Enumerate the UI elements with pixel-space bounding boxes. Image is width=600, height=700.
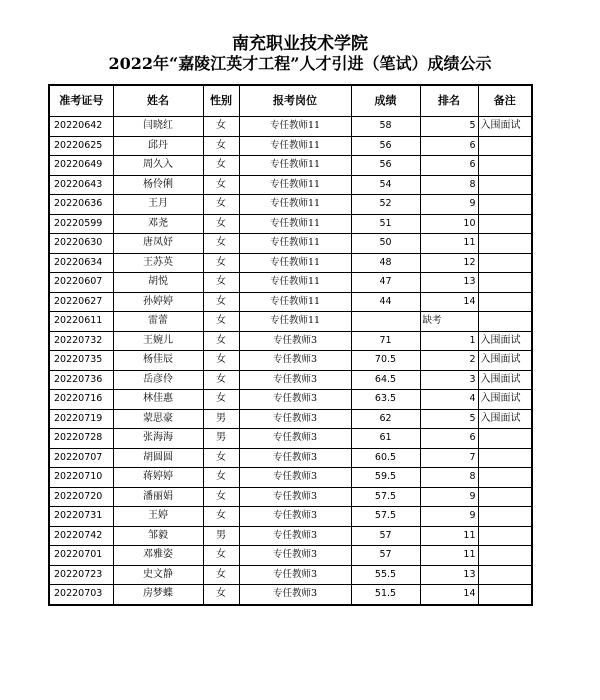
cell-post: 专任教师11 <box>239 117 351 137</box>
table-row <box>49 429 532 449</box>
cell-score: 44 <box>351 292 420 312</box>
cell-gender: 女 <box>203 175 239 195</box>
cell-gender: 女 <box>203 273 239 293</box>
cell-gender: 女 <box>203 214 239 234</box>
cell-gender: 男 <box>203 526 239 546</box>
cell-post: 专任教师11 <box>239 273 351 293</box>
cell-rank: 11 <box>420 546 478 566</box>
cell-post: 专任教师3 <box>239 351 351 371</box>
table-row <box>49 234 532 254</box>
cell-rank: 5 <box>420 117 478 137</box>
table-row <box>49 175 532 195</box>
table-row <box>49 370 532 390</box>
table-row <box>49 468 532 488</box>
cell-exam-id: 20220599 <box>49 214 113 234</box>
cell-exam-id: 20220643 <box>49 175 113 195</box>
cell-score <box>351 312 420 332</box>
cell-score: 64.5 <box>351 370 420 390</box>
cell-exam-id: 20220736 <box>49 370 113 390</box>
cell-score: 61 <box>351 429 420 449</box>
cell-note <box>478 175 532 195</box>
cell-score: 70.5 <box>351 351 420 371</box>
cell-rank: 6 <box>420 136 478 156</box>
cell-post: 专任教师3 <box>239 585 351 605</box>
cell-gender: 男 <box>203 429 239 449</box>
table-row <box>49 156 532 176</box>
cell-name: 邓雅姿 <box>113 546 203 566</box>
cell-name: 邱丹 <box>113 136 203 156</box>
cell-rank: 13 <box>420 273 478 293</box>
cell-name: 邹毅 <box>113 526 203 546</box>
cell-name: 唐凤妤 <box>113 234 203 254</box>
cell-score: 57.5 <box>351 487 420 507</box>
table-row <box>49 195 532 215</box>
cell-post: 专任教师11 <box>239 234 351 254</box>
cell-name: 胡悦 <box>113 273 203 293</box>
cell-exam-id: 20220720 <box>49 487 113 507</box>
cell-note: 入围面试 <box>478 390 532 410</box>
cell-score: 52 <box>351 195 420 215</box>
cell-gender: 女 <box>203 331 239 351</box>
cell-score: 63.5 <box>351 390 420 410</box>
col-header-post: 报考岗位 <box>239 85 351 117</box>
cell-score: 62 <box>351 409 420 429</box>
cell-post: 专任教师11 <box>239 292 351 312</box>
cell-post: 专任教师3 <box>239 546 351 566</box>
cell-score: 55.5 <box>351 565 420 585</box>
cell-post: 专任教师3 <box>239 526 351 546</box>
cell-gender: 女 <box>203 448 239 468</box>
cell-post: 专任教师3 <box>239 468 351 488</box>
table-row <box>49 585 532 605</box>
table-row <box>49 312 532 332</box>
cell-exam-id: 20220707 <box>49 448 113 468</box>
cell-name: 邓尧 <box>113 214 203 234</box>
cell-score: 71 <box>351 331 420 351</box>
cell-score: 56 <box>351 136 420 156</box>
cell-note <box>478 195 532 215</box>
cell-exam-id: 20220719 <box>49 409 113 429</box>
table-row <box>49 117 532 137</box>
cell-post: 专任教师11 <box>239 253 351 273</box>
cell-note <box>478 546 532 566</box>
cell-note <box>478 214 532 234</box>
cell-post: 专任教师3 <box>239 507 351 527</box>
cell-post: 专任教师3 <box>239 409 351 429</box>
table-row <box>49 409 532 429</box>
cell-post: 专任教师3 <box>239 565 351 585</box>
cell-rank: 11 <box>420 526 478 546</box>
cell-name: 雷蕾 <box>113 312 203 332</box>
cell-gender: 女 <box>203 585 239 605</box>
cell-exam-id: 20220728 <box>49 429 113 449</box>
cell-post: 专任教师3 <box>239 487 351 507</box>
table-row <box>49 507 532 527</box>
cell-note <box>478 292 532 312</box>
cell-note <box>478 156 532 176</box>
cell-note <box>478 585 532 605</box>
table-row <box>49 292 532 312</box>
cell-score: 56 <box>351 156 420 176</box>
cell-note: 入围面试 <box>478 370 532 390</box>
cell-post: 专任教师11 <box>239 312 351 332</box>
cell-post: 专任教师3 <box>239 331 351 351</box>
cell-note <box>478 253 532 273</box>
cell-exam-id: 20220636 <box>49 195 113 215</box>
cell-rank: 1 <box>420 331 478 351</box>
cell-rank: 6 <box>420 429 478 449</box>
cell-exam-id: 20220649 <box>49 156 113 176</box>
cell-gender: 女 <box>203 468 239 488</box>
cell-exam-id: 20220630 <box>49 234 113 254</box>
cell-score: 47 <box>351 273 420 293</box>
cell-gender: 女 <box>203 117 239 137</box>
cell-gender: 女 <box>203 390 239 410</box>
cell-exam-id: 20220732 <box>49 331 113 351</box>
cell-gender: 女 <box>203 487 239 507</box>
cell-post: 专任教师11 <box>239 195 351 215</box>
cell-rank: 10 <box>420 214 478 234</box>
cell-exam-id: 20220627 <box>49 292 113 312</box>
cell-name: 孙婷婷 <box>113 292 203 312</box>
cell-rank: 14 <box>420 585 478 605</box>
col-header-id: 准考证号 <box>49 85 113 117</box>
cell-note <box>478 429 532 449</box>
cell-post: 专任教师11 <box>239 136 351 156</box>
cell-rank: 6 <box>420 156 478 176</box>
cell-name: 王苏英 <box>113 253 203 273</box>
table-row <box>49 390 532 410</box>
cell-exam-id: 20220735 <box>49 351 113 371</box>
cell-note <box>478 507 532 527</box>
score-table <box>48 84 533 606</box>
cell-gender: 男 <box>203 409 239 429</box>
cell-post: 专任教师11 <box>239 156 351 176</box>
cell-rank: 8 <box>420 468 478 488</box>
col-header-note: 备注 <box>478 85 532 117</box>
cell-exam-id: 20220611 <box>49 312 113 332</box>
cell-exam-id: 20220703 <box>49 585 113 605</box>
table-row <box>49 273 532 293</box>
cell-post: 专任教师3 <box>239 390 351 410</box>
cell-exam-id: 20220731 <box>49 507 113 527</box>
cell-exam-id: 20220742 <box>49 526 113 546</box>
cell-rank: 缺考 <box>420 312 478 332</box>
cell-score: 51 <box>351 214 420 234</box>
cell-name: 王月 <box>113 195 203 215</box>
cell-rank: 12 <box>420 253 478 273</box>
cell-name: 岳彦伶 <box>113 370 203 390</box>
cell-name: 闫晓红 <box>113 117 203 137</box>
cell-rank: 4 <box>420 390 478 410</box>
cell-rank: 2 <box>420 351 478 371</box>
table-row <box>49 448 532 468</box>
cell-note: 入围面试 <box>478 409 532 429</box>
cell-rank: 13 <box>420 565 478 585</box>
cell-exam-id: 20220716 <box>49 390 113 410</box>
table-row <box>49 565 532 585</box>
cell-exam-id: 20220642 <box>49 117 113 137</box>
cell-score: 58 <box>351 117 420 137</box>
cell-score: 57.5 <box>351 507 420 527</box>
cell-rank: 14 <box>420 292 478 312</box>
cell-exam-id: 20220710 <box>49 468 113 488</box>
cell-gender: 女 <box>203 370 239 390</box>
cell-note <box>478 487 532 507</box>
cell-gender: 女 <box>203 156 239 176</box>
table-row <box>49 351 532 371</box>
cell-note <box>478 526 532 546</box>
cell-score: 50 <box>351 234 420 254</box>
cell-post: 专任教师3 <box>239 448 351 468</box>
table-row <box>49 136 532 156</box>
cell-name: 蒙思豪 <box>113 409 203 429</box>
cell-name: 杨佳辰 <box>113 351 203 371</box>
page-title: 2022年“嘉陵江英才工程”人才引进（笔试）成绩公示 <box>108 54 492 73</box>
header-row <box>49 85 532 117</box>
cell-rank: 9 <box>420 487 478 507</box>
cell-exam-id: 20220634 <box>49 253 113 273</box>
cell-name: 蒋婷婷 <box>113 468 203 488</box>
table-row <box>49 331 532 351</box>
cell-exam-id: 20220723 <box>49 565 113 585</box>
cell-exam-id: 20220607 <box>49 273 113 293</box>
cell-rank: 9 <box>420 507 478 527</box>
col-header-score: 成绩 <box>351 85 420 117</box>
cell-rank: 8 <box>420 175 478 195</box>
cell-post: 专任教师3 <box>239 429 351 449</box>
table-row <box>49 487 532 507</box>
cell-note: 入围面试 <box>478 117 532 137</box>
cell-gender: 女 <box>203 136 239 156</box>
cell-name: 杨伶俐 <box>113 175 203 195</box>
cell-note <box>478 136 532 156</box>
cell-note <box>478 273 532 293</box>
cell-score: 51.5 <box>351 585 420 605</box>
cell-rank: 9 <box>420 195 478 215</box>
cell-score: 59.5 <box>351 468 420 488</box>
cell-score: 57 <box>351 526 420 546</box>
cell-gender: 女 <box>203 253 239 273</box>
cell-name: 王婷 <box>113 507 203 527</box>
cell-rank: 7 <box>420 448 478 468</box>
cell-gender: 女 <box>203 546 239 566</box>
col-header-rank: 排名 <box>420 85 478 117</box>
cell-gender: 女 <box>203 507 239 527</box>
col-header-gender: 性别 <box>203 85 239 117</box>
cell-gender: 女 <box>203 292 239 312</box>
cell-name: 林佳惠 <box>113 390 203 410</box>
cell-post: 专任教师11 <box>239 175 351 195</box>
cell-gender: 女 <box>203 312 239 332</box>
cell-name: 潘丽娟 <box>113 487 203 507</box>
cell-name: 周久入 <box>113 156 203 176</box>
cell-note <box>478 312 532 332</box>
cell-name: 房梦蝶 <box>113 585 203 605</box>
cell-name: 张海海 <box>113 429 203 449</box>
cell-score: 60.5 <box>351 448 420 468</box>
school-title: 南充职业技术学院 <box>232 34 368 54</box>
cell-post: 专任教师11 <box>239 214 351 234</box>
cell-note <box>478 448 532 468</box>
cell-note <box>478 565 532 585</box>
table-row <box>49 546 532 566</box>
cell-note: 入围面试 <box>478 351 532 371</box>
cell-rank: 3 <box>420 370 478 390</box>
table-row <box>49 253 532 273</box>
cell-score: 57 <box>351 546 420 566</box>
cell-note: 入围面试 <box>478 331 532 351</box>
cell-score: 54 <box>351 175 420 195</box>
cell-gender: 女 <box>203 234 239 254</box>
cell-gender: 女 <box>203 351 239 371</box>
cell-rank: 11 <box>420 234 478 254</box>
cell-score: 48 <box>351 253 420 273</box>
cell-exam-id: 20220625 <box>49 136 113 156</box>
table-row <box>49 214 532 234</box>
cell-name: 胡圆圆 <box>113 448 203 468</box>
cell-post: 专任教师3 <box>239 370 351 390</box>
table-row <box>49 526 532 546</box>
cell-gender: 女 <box>203 195 239 215</box>
cell-note <box>478 234 532 254</box>
cell-gender: 女 <box>203 565 239 585</box>
cell-name: 史文静 <box>113 565 203 585</box>
cell-name: 王婉儿 <box>113 331 203 351</box>
col-header-name: 姓名 <box>113 85 203 117</box>
cell-exam-id: 20220701 <box>49 546 113 566</box>
cell-note <box>478 468 532 488</box>
cell-rank: 5 <box>420 409 478 429</box>
